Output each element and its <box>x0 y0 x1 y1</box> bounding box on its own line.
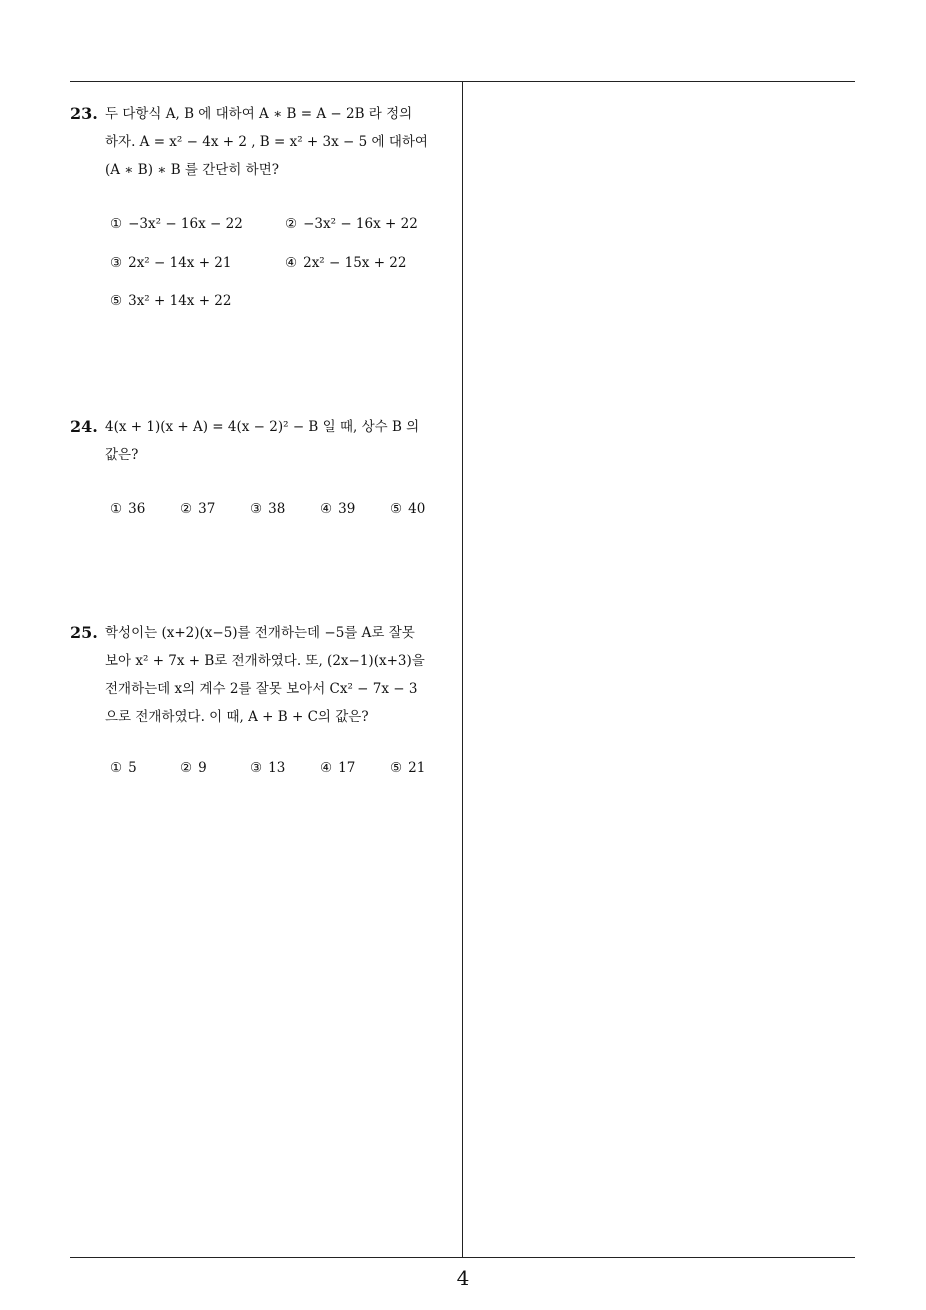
choice-4[interactable] <box>320 758 355 778</box>
question-number: 23. <box>70 104 98 123</box>
choice-2[interactable] <box>180 758 207 778</box>
choice-2[interactable] <box>285 214 418 234</box>
question-text-line: 보아 x² + 7x + B로 전개하였다. 또, (2x−1)(x+3)을 <box>105 653 425 669</box>
choice-text: 37 <box>198 501 216 517</box>
choice-mark: ① <box>110 216 123 232</box>
choice-text: 2x² − 14x + 21 <box>128 255 232 271</box>
question-text-line: 두 다항식 A, B 에 대하여 A ∗ B = A − 2B 라 정의 <box>105 106 413 122</box>
choice-mark: ② <box>285 216 298 232</box>
question-text-line: 값은? <box>105 447 139 463</box>
question-text-line: 4(x + 1)(x + A) = 4(x − 2)² − B 일 때, 상수 B 의 <box>105 419 420 435</box>
choice-mark: ① <box>110 760 123 776</box>
choice-mark: ② <box>180 760 193 776</box>
choice-4[interactable] <box>285 253 406 273</box>
question-text-line: 학성이는 (x+2)(x−5)를 전개하는데 −5를 A로 잘못 <box>105 625 415 641</box>
choice-text: 17 <box>338 760 356 776</box>
question-text-line: 으로 전개하였다. 이 때, A + B + C의 값은? <box>105 709 369 725</box>
choice-text: 39 <box>338 501 356 517</box>
choice-text: 5 <box>128 760 137 776</box>
choice-text: −3x² − 16x + 22 <box>303 216 418 232</box>
choice-3[interactable] <box>250 758 285 778</box>
question-text-line: (A ∗ B) ∗ B 를 간단히 하면? <box>105 162 279 178</box>
bottom-rule <box>70 1257 855 1258</box>
question-text-line: 전개하는데 x의 계수 2를 잘못 보아서 Cx² − 7x − 3 <box>105 681 418 697</box>
choice-mark: ⑤ <box>390 501 403 517</box>
choice-mark: ③ <box>250 760 263 776</box>
choice-3[interactable] <box>110 253 231 273</box>
choice-1[interactable] <box>110 758 137 778</box>
question-text-line: 하자. A = x² − 4x + 2 , B = x² + 3x − 5 에 대하여 <box>105 134 428 150</box>
choice-mark: ④ <box>285 255 298 271</box>
choice-mark: ① <box>110 501 123 517</box>
choice-mark: ④ <box>320 760 333 776</box>
choice-4[interactable] <box>320 499 355 519</box>
choice-1[interactable] <box>110 499 145 519</box>
choice-text: 40 <box>408 501 426 517</box>
choice-3[interactable] <box>250 499 285 519</box>
page-number: 4 <box>456 1266 470 1290</box>
choice-text: 2x² − 15x + 22 <box>303 255 407 271</box>
choice-2[interactable] <box>180 499 215 519</box>
choice-text: 13 <box>268 760 286 776</box>
choice-mark: ② <box>180 501 193 517</box>
choice-text: 3x² + 14x + 22 <box>128 293 232 309</box>
choice-5[interactable] <box>110 291 231 311</box>
choice-mark: ③ <box>250 501 263 517</box>
question-number: 25. <box>70 623 98 642</box>
choice-text: 9 <box>198 760 207 776</box>
choice-text: −3x² − 16x − 22 <box>128 216 243 232</box>
choice-5[interactable] <box>390 499 425 519</box>
choice-mark: ③ <box>110 255 123 271</box>
column-divider <box>462 81 463 1258</box>
choice-mark: ⑤ <box>110 293 123 309</box>
question-number: 24. <box>70 417 98 436</box>
choice-text: 36 <box>128 501 146 517</box>
choice-text: 38 <box>268 501 286 517</box>
choice-text: 21 <box>408 760 426 776</box>
choice-mark: ⑤ <box>390 760 403 776</box>
choice-1[interactable] <box>110 214 243 234</box>
choice-mark: ④ <box>320 501 333 517</box>
choice-5[interactable] <box>390 758 425 778</box>
